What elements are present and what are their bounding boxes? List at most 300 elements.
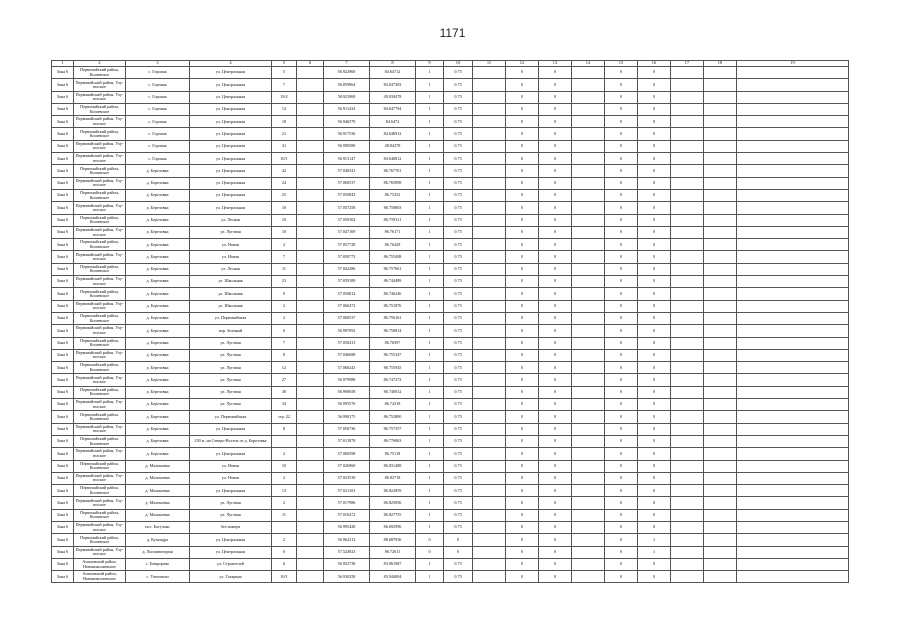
table-cell: [671, 128, 704, 140]
table-cell: [671, 239, 704, 251]
table-cell: 86.757357: [370, 423, 416, 435]
table-cell: 0: [605, 411, 638, 423]
table-cell: ул. Центральная: [190, 91, 272, 103]
table-cell: 11: [272, 509, 297, 521]
table-cell: [473, 460, 506, 472]
table-cell: [473, 189, 506, 201]
table-cell: [572, 239, 605, 251]
table-row: [52, 276, 849, 288]
table-cell: 0.75: [444, 140, 473, 152]
table-cell: ул. Школьная: [190, 288, 272, 300]
table-cell: 1: [416, 165, 444, 177]
table-cell: 1: [416, 226, 444, 238]
table-cell: д. Березовка: [126, 300, 190, 312]
table-cell: [297, 239, 324, 251]
table-cell: [572, 276, 605, 288]
table-cell: 0.75: [444, 251, 473, 263]
table-cell: 0.75: [444, 509, 473, 521]
table-cell: 10/1: [272, 571, 297, 583]
table-cell: 1: [638, 534, 671, 546]
table-cell: [572, 140, 605, 152]
table-cell: Первомайский район, Улу-юлское: [74, 399, 126, 411]
table-cell: 0: [506, 546, 539, 558]
table-cell: [671, 67, 704, 79]
table-cell: 0.75: [444, 460, 473, 472]
table-cell: пер. Зеленый: [190, 325, 272, 337]
table-cell: [704, 325, 737, 337]
table-cell: [297, 189, 324, 201]
table-cell: [473, 103, 506, 115]
table-cell: с. Гороань: [126, 153, 190, 165]
table-cell: [704, 189, 737, 201]
table-cell: [737, 386, 849, 398]
table-cell: 0: [605, 497, 638, 509]
table-cell: 0: [638, 509, 671, 521]
table-cell: ул. Центральная: [190, 103, 272, 115]
table-cell: 23: [272, 276, 297, 288]
table-row: [52, 399, 849, 411]
table-cell: [297, 362, 324, 374]
table-cell: 0: [539, 325, 572, 337]
table-cell: [473, 497, 506, 509]
table-cell: 0: [539, 300, 572, 312]
table-cell: 0: [539, 153, 572, 165]
table-cell: [572, 165, 605, 177]
table-cell: 1: [416, 386, 444, 398]
column-header: 7: [324, 61, 370, 67]
table-cell: [572, 546, 605, 558]
table-cell: 0: [539, 312, 572, 324]
table-cell: 56.990658: [324, 386, 370, 398]
table-cell: 57.050812: [324, 288, 370, 300]
table-cell: 1: [416, 263, 444, 275]
table-cell: 56.859964: [324, 79, 370, 91]
table-cell: [473, 325, 506, 337]
table-cell: 0: [638, 165, 671, 177]
table-cell: Зона 6: [52, 202, 74, 214]
table-cell: 18: [272, 116, 297, 128]
table-cell: 86.831488: [370, 460, 416, 472]
table-cell: [704, 226, 737, 238]
table-cell: Первомайский район, Кошевское: [74, 509, 126, 521]
table-cell: 6: [272, 546, 297, 558]
table-cell: 0.75: [444, 91, 473, 103]
table-cell: д. Березовка: [126, 239, 190, 251]
table-cell: [572, 153, 605, 165]
table-cell: [671, 202, 704, 214]
table-cell: 1: [638, 546, 671, 558]
table-cell: 57.023539: [324, 472, 370, 484]
table-cell: [704, 214, 737, 226]
table-cell: 0: [539, 103, 572, 115]
table-cell: [473, 534, 506, 546]
table-row: [52, 263, 849, 275]
table-cell: [671, 472, 704, 484]
table-cell: ул. Центральная: [190, 67, 272, 79]
table-cell: [572, 497, 605, 509]
table-cell: [473, 558, 506, 570]
table-cell: [572, 386, 605, 398]
table-cell: 57.017986: [324, 497, 370, 509]
table-cell: [737, 497, 849, 509]
table-cell: 0: [539, 128, 572, 140]
table-cell: ул. Луговая: [190, 337, 272, 349]
table-cell: 56.995576: [324, 399, 370, 411]
table-row: [52, 67, 849, 79]
table-cell: [704, 423, 737, 435]
table-cell: д. Малиновка: [126, 472, 190, 484]
table-cell: [297, 177, 324, 189]
table-cell: [704, 140, 737, 152]
table-cell: [297, 521, 324, 533]
table-cell: 0: [506, 103, 539, 115]
table-cell: [671, 325, 704, 337]
table-cell: с. Гороань: [126, 140, 190, 152]
table-cell: [737, 116, 849, 128]
table-cell: 1: [416, 485, 444, 497]
table-cell: [572, 189, 605, 201]
table-cell: 1: [416, 202, 444, 214]
table-cell: 0.75: [444, 521, 473, 533]
column-header: 4: [190, 61, 272, 67]
table-cell: д. Березовка: [126, 288, 190, 300]
table-cell: 5: [272, 67, 297, 79]
table-cell: [473, 239, 506, 251]
table-cell: 0: [638, 349, 671, 361]
table-cell: 0: [506, 300, 539, 312]
table-cell: 1: [416, 189, 444, 201]
table-cell: Первомайский район, Кошевское: [74, 239, 126, 251]
table-cell: Зона 6: [52, 546, 74, 558]
table-cell: [737, 189, 849, 201]
table-cell: [297, 558, 324, 570]
table-cell: 0: [539, 202, 572, 214]
table-cell: Зона 6: [52, 435, 74, 447]
table-cell: 0: [506, 153, 539, 165]
table-cell: 0: [605, 116, 638, 128]
table-cell: 0: [539, 558, 572, 570]
table-cell: ул. Центральная: [190, 140, 272, 152]
table-cell: 0: [539, 140, 572, 152]
table-cell: [572, 534, 605, 546]
table-cell: ул. Центральная: [190, 165, 272, 177]
table-cell: [272, 521, 297, 533]
table-cell: 86.76597: [370, 337, 416, 349]
table-cell: ул. Центральная: [190, 128, 272, 140]
table-cell: [671, 362, 704, 374]
table-cell: Первомайский район, Улу-юлское: [74, 251, 126, 263]
table-cell: 86.755408: [370, 251, 416, 263]
column-header: 12: [506, 61, 539, 67]
table-cell: 83.961987: [370, 558, 416, 570]
table-cell: 1: [416, 214, 444, 226]
table-cell: Первомайский район, Улу-юлское: [74, 497, 126, 509]
table-cell: 1: [416, 521, 444, 533]
table-row: [52, 251, 849, 263]
table-cell: 0: [506, 435, 539, 447]
table-cell: [671, 177, 704, 189]
table-cell: Первомайский район, Кошевское: [74, 67, 126, 79]
table-cell: 42: [272, 165, 297, 177]
table-cell: 0: [605, 67, 638, 79]
table-cell: 0: [506, 67, 539, 79]
table-cell: [737, 534, 849, 546]
table-cell: без номера: [190, 521, 272, 533]
table-cell: 0: [638, 214, 671, 226]
table-cell: 0: [539, 189, 572, 201]
table-cell: 0: [539, 571, 572, 583]
table-cell: 1: [416, 91, 444, 103]
table-cell: 0: [638, 558, 671, 570]
table-cell: Зона 6: [52, 263, 74, 275]
table-cell: 0: [506, 312, 539, 324]
table-cell: 86.76171: [370, 226, 416, 238]
table-cell: д. Березовка: [126, 226, 190, 238]
table-cell: 57.026960: [324, 460, 370, 472]
table-cell: 86.759311: [370, 214, 416, 226]
table-row: [52, 325, 849, 337]
table-row: [52, 153, 849, 165]
column-header: 19: [737, 61, 849, 67]
table-cell: 1: [416, 435, 444, 447]
table-cell: 0.75: [444, 423, 473, 435]
table-cell: 0: [539, 546, 572, 558]
table-cell: 250 м. на Северо-Восток от д. Березовка: [190, 435, 272, 447]
table-cell: [572, 79, 605, 91]
table-cell: 0.75: [444, 399, 473, 411]
table-cell: 86.757661: [370, 263, 416, 275]
table-cell: [572, 448, 605, 460]
table-cell: [671, 386, 704, 398]
table-row: [52, 189, 849, 201]
table-cell: ул. Центральная: [190, 153, 272, 165]
table-cell: д. Березовка: [126, 337, 190, 349]
table-cell: 0.75: [444, 276, 473, 288]
table-cell: [704, 67, 737, 79]
table-cell: 0.75: [444, 202, 473, 214]
table-cell: 0: [605, 288, 638, 300]
table-cell: 56.917536: [324, 128, 370, 140]
table-cell: [704, 349, 737, 361]
table-cell: 57.059189: [324, 276, 370, 288]
table-cell: Первомайский район, Кошевское: [74, 312, 126, 324]
table-cell: [671, 521, 704, 533]
table-cell: ул. Первомайская: [190, 411, 272, 423]
table-cell: ул. Школьная: [190, 300, 272, 312]
table-cell: 1: [416, 103, 444, 115]
table-cell: [297, 300, 324, 312]
table-cell: 0: [605, 534, 638, 546]
column-header: 5: [272, 61, 297, 67]
table-row: [52, 103, 849, 115]
column-header: 18: [704, 61, 737, 67]
table-cell: [572, 116, 605, 128]
table-cell: 0: [539, 349, 572, 361]
table-cell: [297, 399, 324, 411]
table-cell: [473, 374, 506, 386]
table-cell: 11: [272, 263, 297, 275]
table-cell: 0: [605, 91, 638, 103]
table-cell: 1: [416, 153, 444, 165]
table-cell: 0: [506, 423, 539, 435]
table-cell: д. Кузьмдра: [126, 534, 190, 546]
column-header: 6: [297, 61, 324, 67]
table-cell: 2: [272, 472, 297, 484]
table-cell: [671, 509, 704, 521]
table-cell: Зона 6: [52, 214, 74, 226]
table-row: [52, 300, 849, 312]
table-row: [52, 288, 849, 300]
table-cell: 0: [638, 485, 671, 497]
table-cell: 86.746246: [370, 288, 416, 300]
table-cell: ул. Новая: [190, 239, 272, 251]
table-cell: 56.997092: [324, 325, 370, 337]
table-cell: [297, 79, 324, 91]
table-cell: 0: [506, 399, 539, 411]
table-cell: Первомайский район, Улу-юлское: [74, 374, 126, 386]
table-cell: 0.75: [444, 189, 473, 201]
table-cell: 6: [272, 558, 297, 570]
table-cell: Зона 6: [52, 312, 74, 324]
table-cell: [737, 411, 849, 423]
table-cell: 86.827755: [370, 509, 416, 521]
table-cell: 0: [605, 386, 638, 398]
table-cell: [737, 485, 849, 497]
table-cell: [704, 239, 737, 251]
table-cell: [671, 546, 704, 558]
table-cell: Первомайский район, Кошевское: [74, 362, 126, 374]
table-cell: [704, 521, 737, 533]
table-row: [52, 571, 849, 583]
table-cell: 0: [605, 263, 638, 275]
table-cell: [572, 558, 605, 570]
table-cell: 1: [416, 497, 444, 509]
table-row: [52, 202, 849, 214]
table-cell: 0: [506, 202, 539, 214]
table-cell: [297, 91, 324, 103]
table-cell: 0.75: [444, 312, 473, 324]
column-header: 11: [473, 61, 506, 67]
table-cell: 86.750814: [370, 325, 416, 337]
column-header: 17: [671, 61, 704, 67]
table-cell: [297, 103, 324, 115]
table-cell: [572, 362, 605, 374]
table-cell: 1: [416, 67, 444, 79]
table-cell: [704, 128, 737, 140]
table-cell: 0.75: [444, 214, 473, 226]
table-cell: 0: [638, 460, 671, 472]
table-cell: 0: [638, 67, 671, 79]
table-cell: 8: [272, 349, 297, 361]
table-cell: Зона 6: [52, 558, 74, 570]
column-header: 10: [444, 61, 473, 67]
table-cell: 0: [638, 153, 671, 165]
table-cell: 0: [638, 497, 671, 509]
table-cell: [704, 509, 737, 521]
table-cell: 8: [272, 423, 297, 435]
table-row: [52, 534, 849, 546]
table-cell: 0.75: [444, 153, 473, 165]
table-cell: [671, 312, 704, 324]
table-cell: Зона 6: [52, 276, 74, 288]
table-cell: 16: [272, 226, 297, 238]
table-cell: [572, 472, 605, 484]
table-cell: 57.042286: [324, 263, 370, 275]
table-cell: Первомайский район, Улу-юлское: [74, 349, 126, 361]
table-cell: 1: [416, 288, 444, 300]
table-cell: [737, 509, 849, 521]
table-cell: 0: [605, 177, 638, 189]
table-cell: 0.75: [444, 558, 473, 570]
table-cell: [671, 251, 704, 263]
table-cell: Зона 6: [52, 362, 74, 374]
table-cell: [704, 251, 737, 263]
table-cell: 0: [539, 509, 572, 521]
column-header: 9: [416, 61, 444, 67]
table-cell: [704, 460, 737, 472]
table-cell: 0: [605, 460, 638, 472]
table-cell: 56.995428: [324, 521, 370, 533]
table-cell: 0: [539, 460, 572, 472]
table-cell: 0: [605, 226, 638, 238]
column-header: 3: [126, 61, 190, 67]
table-cell: Первомайский район, Кошевское: [74, 263, 126, 275]
table-cell: [572, 128, 605, 140]
table-cell: 83.944004: [370, 571, 416, 583]
table-cell: [737, 325, 849, 337]
table-cell: 0: [605, 521, 638, 533]
table-cell: 1: [416, 411, 444, 423]
table-cell: 0: [638, 312, 671, 324]
table-cell: [704, 288, 737, 300]
table-cell: [572, 103, 605, 115]
table-cell: Зона 6: [52, 399, 74, 411]
table-cell: 0: [539, 288, 572, 300]
table-cell: [473, 312, 506, 324]
table-cell: 0.75: [444, 571, 473, 583]
table-cell: пос. Басучанс: [126, 521, 190, 533]
table-cell: ул. Центральная: [190, 116, 272, 128]
table-cell: [737, 103, 849, 115]
table-cell: Первомайский район, Кошевское: [74, 288, 126, 300]
table-cell: [572, 202, 605, 214]
table-cell: 0: [638, 128, 671, 140]
table-cell: Первомайский район, Улу-юлское: [74, 300, 126, 312]
table-cell: Первомайский район, Улу-юлское: [74, 521, 126, 533]
table-cell: Зона 6: [52, 509, 74, 521]
table-cell: 0: [539, 79, 572, 91]
table-cell: 48.84278: [370, 140, 416, 152]
table-cell: 0: [638, 435, 671, 447]
table-cell: 56.930258: [324, 571, 370, 583]
table-cell: Первомайский район, Улу-юлское: [74, 276, 126, 288]
table-cell: [572, 485, 605, 497]
table-cell: 0: [638, 386, 671, 398]
table-cell: [737, 251, 849, 263]
table-cell: [704, 300, 737, 312]
table-cell: [572, 263, 605, 275]
table-cell: с. Гороань: [126, 128, 190, 140]
table-cell: д. Березовка: [126, 276, 190, 288]
table-cell: 84.646812: [370, 153, 416, 165]
table-cell: 0: [638, 288, 671, 300]
table-cell: д. Березовка: [126, 312, 190, 324]
table-cell: 0: [539, 472, 572, 484]
table-cell: 0: [605, 189, 638, 201]
table-cell: Первомайский район, Кошевское: [74, 386, 126, 398]
table-cell: с. Узенчатан: [126, 571, 190, 583]
table-cell: Первомайский район, Улу-юлское: [74, 202, 126, 214]
